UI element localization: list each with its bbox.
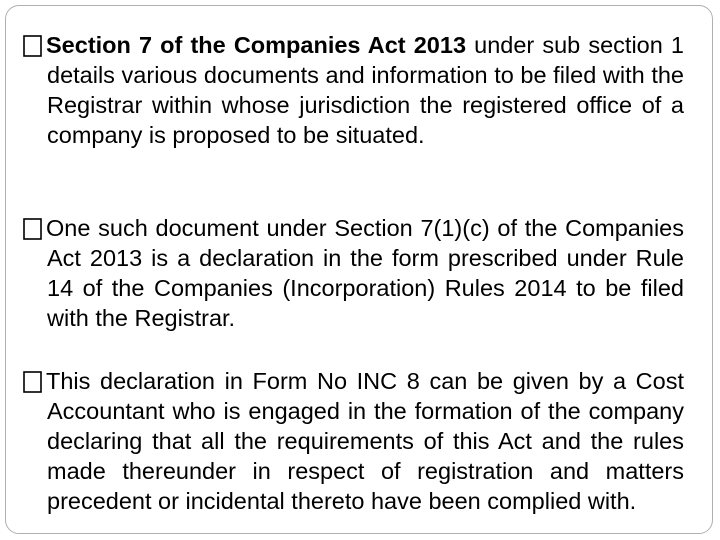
bullet-paragraph-2	[22, 213, 684, 333]
missing-glyph-box-icon	[22, 371, 46, 393]
bullet-paragraph-1	[22, 30, 684, 150]
bullet-2-text: One such document under Section 7(1)(c) of the Companies Act 2013 is a declaration in the form prescribed under Rule 14 of the Companies (Incorporation) Rules 2014 to be filed with the Registrar.	[46, 215, 684, 331]
missing-glyph-box-icon	[22, 218, 46, 240]
missing-glyph-box-icon	[22, 35, 46, 57]
bullet-1-text: under sub section 1 details various documents and information to be filed with the Registrar within whose jurisdiction the registered office of a company is proposed to be situated.	[47, 32, 684, 148]
bullet-1-lead: Section 7 of the Companies Act 2013	[46, 32, 467, 58]
bullet-3-text: This declaration in Form No INC 8 can be given by a Cost Accountant who is engaged in the formation of the company declaring that all the requirements of this Act and the rules made thereunder in respect of registration and matters precedent or incidental thereto have been complied with.	[46, 368, 684, 514]
bullet-paragraph-3	[22, 366, 684, 516]
